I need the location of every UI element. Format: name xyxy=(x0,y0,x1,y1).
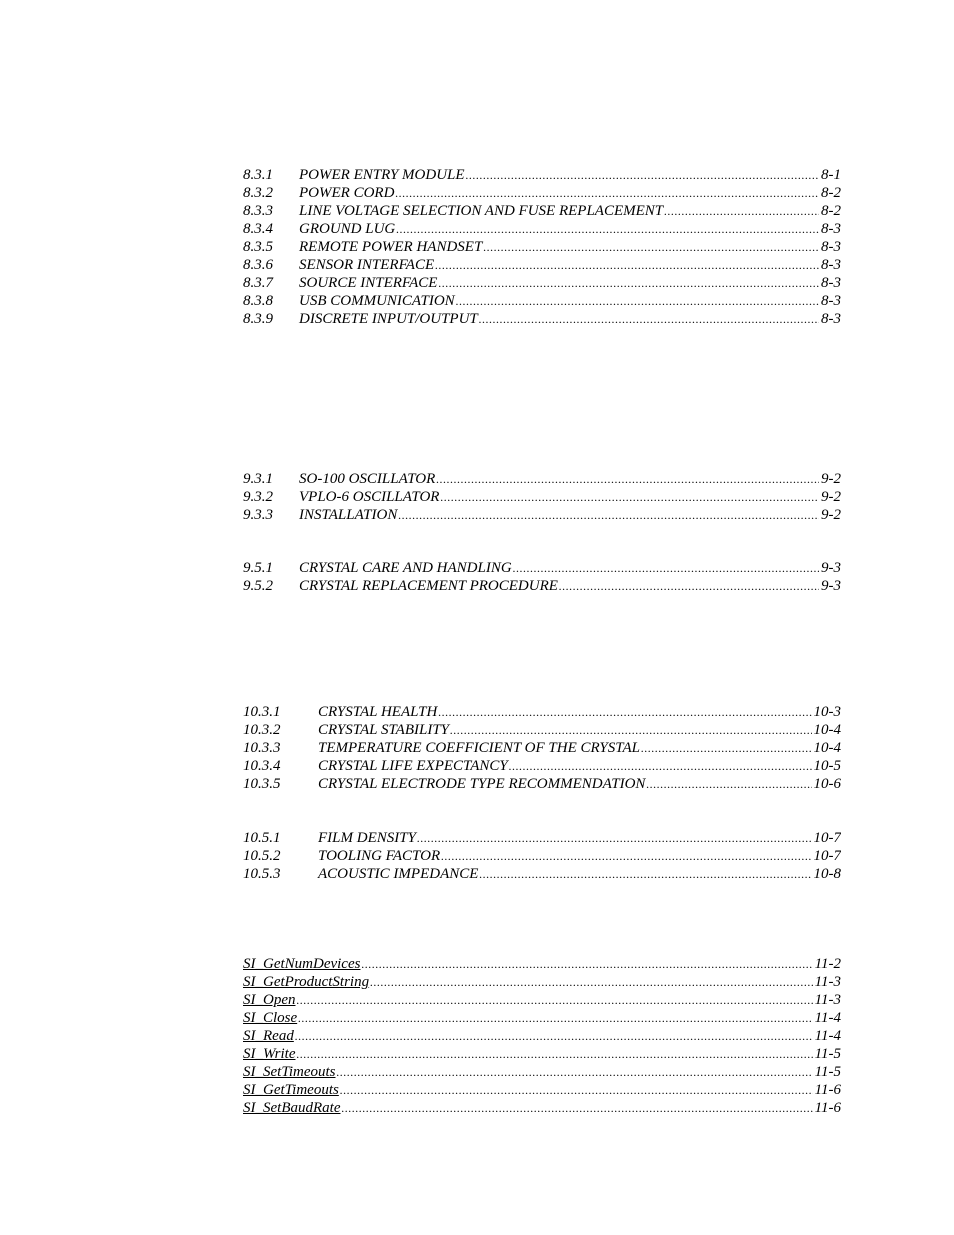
dot-leader xyxy=(479,865,811,883)
toc-entry[interactable] xyxy=(243,506,841,524)
entry-page: 8-2 xyxy=(821,203,841,219)
entry-number: 8.3.7 xyxy=(243,275,273,291)
toc-entry[interactable] xyxy=(243,577,841,595)
entry-title: VPLO-6 OSCILLATOR xyxy=(299,489,440,505)
dot-leader xyxy=(297,991,813,1009)
dot-leader xyxy=(509,757,812,775)
entry-page: 10-4 xyxy=(813,722,841,738)
entry-number: 10.3.5 xyxy=(243,776,281,792)
entry-page: 10-6 xyxy=(813,776,841,792)
entry-title: DISCRETE INPUT/OUTPUT xyxy=(299,311,478,327)
toc-entry[interactable] xyxy=(243,1063,841,1081)
entry-page: 10-8 xyxy=(813,866,841,882)
entry-title: CRYSTAL STABILITY xyxy=(318,722,450,738)
toc-entry[interactable] xyxy=(243,1009,841,1027)
entry-number: 8.3.3 xyxy=(243,203,273,219)
entry-link[interactable]: SI_Close xyxy=(243,1010,298,1026)
entry-page: 10-5 xyxy=(813,758,841,774)
entry-number: 10.3.3 xyxy=(243,740,281,756)
entry-page: 11-4 xyxy=(814,1010,841,1026)
toc-entry[interactable] xyxy=(243,274,841,292)
toc-entry[interactable] xyxy=(243,238,841,256)
toc-entry[interactable] xyxy=(243,991,841,1009)
dot-leader xyxy=(436,470,819,488)
toc-group-8-3 xyxy=(243,166,841,328)
dot-leader xyxy=(297,1045,813,1063)
entry-number: 8.3.9 xyxy=(243,311,273,327)
dot-leader xyxy=(361,955,812,973)
toc-entry[interactable] xyxy=(243,703,841,721)
entry-title: FILM DENSITY xyxy=(318,830,416,846)
entry-number: 10.5.3 xyxy=(243,866,281,882)
entry-number: 9.3.2 xyxy=(243,489,273,505)
entry-page: 9-2 xyxy=(821,507,841,523)
entry-page: 11-4 xyxy=(814,1028,841,1044)
entry-title: INSTALLATION xyxy=(299,507,398,523)
toc-entry[interactable] xyxy=(243,310,841,328)
dot-leader xyxy=(559,577,819,595)
toc-entry[interactable] xyxy=(243,829,841,847)
entry-number: 10.5.2 xyxy=(243,848,281,864)
toc-entry[interactable] xyxy=(243,865,841,883)
toc-entry[interactable] xyxy=(243,1045,841,1063)
entry-page: 11-3 xyxy=(814,992,841,1008)
entry-number: 9.3.1 xyxy=(243,471,273,487)
entry-link[interactable]: SI_SetBaudRate xyxy=(243,1100,341,1116)
entry-page: 9-2 xyxy=(821,489,841,505)
entry-number: 10.3.4 xyxy=(243,758,281,774)
toc-entry[interactable] xyxy=(243,488,841,506)
toc-entry[interactable] xyxy=(243,184,841,202)
entry-page: 8-3 xyxy=(821,293,841,309)
toc-entry[interactable] xyxy=(243,973,841,991)
entry-number: 8.3.8 xyxy=(243,293,273,309)
dot-leader xyxy=(298,1009,812,1027)
entry-link[interactable]: SI_SetTimeouts xyxy=(243,1064,336,1080)
entry-number: 9.5.1 xyxy=(243,560,273,576)
dot-leader xyxy=(466,166,819,184)
entry-number: 8.3.2 xyxy=(243,185,273,201)
entry-page: 8-1 xyxy=(821,167,841,183)
toc-group-10-3 xyxy=(243,703,841,793)
entry-link[interactable]: SI_Read xyxy=(243,1028,294,1044)
toc-entry[interactable] xyxy=(243,292,841,310)
toc-entry[interactable] xyxy=(243,220,841,238)
toc-entry[interactable] xyxy=(243,1081,841,1099)
entry-title: CRYSTAL CARE AND HANDLING xyxy=(299,560,512,576)
entry-number: 9.3.3 xyxy=(243,507,273,523)
dot-leader xyxy=(450,721,811,739)
entry-title: GROUND LUG xyxy=(299,221,396,237)
dot-leader xyxy=(340,1081,813,1099)
entry-title: CRYSTAL LIFE EXPECTANCY xyxy=(318,758,508,774)
dot-leader xyxy=(398,506,819,524)
entry-title: USB COMMUNICATION xyxy=(299,293,455,309)
dot-leader xyxy=(441,847,811,865)
toc-group-9-3 xyxy=(243,470,841,524)
toc-entry[interactable] xyxy=(243,202,841,220)
entry-page: 11-5 xyxy=(814,1064,841,1080)
entry-page: 10-7 xyxy=(813,830,841,846)
entry-page: 8-3 xyxy=(821,275,841,291)
dot-leader xyxy=(456,292,819,310)
entry-page: 9-3 xyxy=(821,578,841,594)
toc-entry[interactable] xyxy=(243,739,841,757)
entry-page: 11-6 xyxy=(814,1100,841,1116)
toc-entry[interactable] xyxy=(243,775,841,793)
dot-leader xyxy=(646,775,811,793)
entry-page: 8-2 xyxy=(821,185,841,201)
entry-number: 8.3.5 xyxy=(243,239,273,255)
entry-page: 9-3 xyxy=(821,560,841,576)
dot-leader xyxy=(396,220,819,238)
entry-page: 9-2 xyxy=(821,471,841,487)
dot-leader xyxy=(664,202,819,220)
toc-entry[interactable] xyxy=(243,1099,841,1117)
entry-title: LINE VOLTAGE SELECTION AND FUSE REPLACEMENT xyxy=(299,203,664,219)
entry-number: 8.3.4 xyxy=(243,221,273,237)
entry-title: SOURCE INTERFACE xyxy=(299,275,438,291)
entry-page: 8-3 xyxy=(821,239,841,255)
entry-number: 10.3.2 xyxy=(243,722,281,738)
entry-link[interactable]: SI_GetNumDevices xyxy=(243,956,361,972)
toc-entry[interactable] xyxy=(243,1027,841,1045)
dot-leader xyxy=(483,238,819,256)
toc-group-si-functions xyxy=(243,955,841,1117)
dot-leader xyxy=(479,310,819,328)
entry-page: 10-4 xyxy=(813,740,841,756)
entry-number: 8.3.1 xyxy=(243,167,273,183)
entry-link[interactable]: SI_GetProductString xyxy=(243,974,370,990)
entry-title: CRYSTAL HEALTH xyxy=(318,704,438,720)
toc-entry[interactable] xyxy=(243,955,841,973)
entry-title: TEMPERATURE COEFFICIENT OF THE CRYSTAL xyxy=(318,740,640,756)
toc-entry[interactable] xyxy=(243,470,841,488)
entry-page: 11-3 xyxy=(814,974,841,990)
entry-page: 11-6 xyxy=(814,1082,841,1098)
dot-leader xyxy=(370,973,813,991)
entry-number: 8.3.6 xyxy=(243,257,273,273)
dot-leader xyxy=(513,559,819,577)
toc-entry[interactable] xyxy=(243,757,841,775)
dot-leader xyxy=(417,829,812,847)
entry-title: ACOUSTIC IMPEDANCE xyxy=(318,866,479,882)
entry-link[interactable]: SI_GetTimeouts xyxy=(243,1082,339,1098)
entry-page: 8-3 xyxy=(821,257,841,273)
entry-page: 11-5 xyxy=(814,1046,841,1062)
entry-title: CRYSTAL ELECTRODE TYPE RECOMMENDATION xyxy=(318,776,646,792)
toc-entry[interactable] xyxy=(243,721,841,739)
entry-number: 10.5.1 xyxy=(243,830,281,846)
toc-group-10-5 xyxy=(243,829,841,883)
entry-title: REMOTE POWER HANDSET xyxy=(299,239,483,255)
entry-link[interactable]: SI_Write xyxy=(243,1046,296,1062)
dot-leader xyxy=(438,274,819,292)
entry-title: SENSOR INTERFACE xyxy=(299,257,435,273)
entry-link[interactable]: SI_Open xyxy=(243,992,296,1008)
toc-entry[interactable] xyxy=(243,256,841,274)
entry-title: TOOLING FACTOR xyxy=(318,848,441,864)
entry-number: 10.3.1 xyxy=(243,704,281,720)
dot-leader xyxy=(438,703,811,721)
entry-page: 8-3 xyxy=(821,221,841,237)
toc-entry[interactable] xyxy=(243,166,841,184)
entry-title: POWER ENTRY MODULE xyxy=(299,167,465,183)
entry-title: POWER CORD xyxy=(299,185,395,201)
entry-page: 10-7 xyxy=(813,848,841,864)
toc-entry[interactable] xyxy=(243,559,841,577)
toc-group-9-5 xyxy=(243,559,841,595)
entry-number: 9.5.2 xyxy=(243,578,273,594)
entry-page: 10-3 xyxy=(813,704,841,720)
dot-leader xyxy=(435,256,819,274)
dot-leader xyxy=(341,1099,812,1117)
entry-title: CRYSTAL REPLACEMENT PROCEDURE xyxy=(299,578,558,594)
dot-leader xyxy=(337,1063,813,1081)
dot-leader xyxy=(395,184,819,202)
dot-leader xyxy=(641,739,812,757)
toc-entry[interactable] xyxy=(243,847,841,865)
dot-leader xyxy=(295,1027,813,1045)
entry-page: 8-3 xyxy=(821,311,841,327)
dot-leader xyxy=(440,488,819,506)
entry-title: SO-100 OSCILLATOR xyxy=(299,471,436,487)
entry-page: 11-2 xyxy=(814,956,841,972)
